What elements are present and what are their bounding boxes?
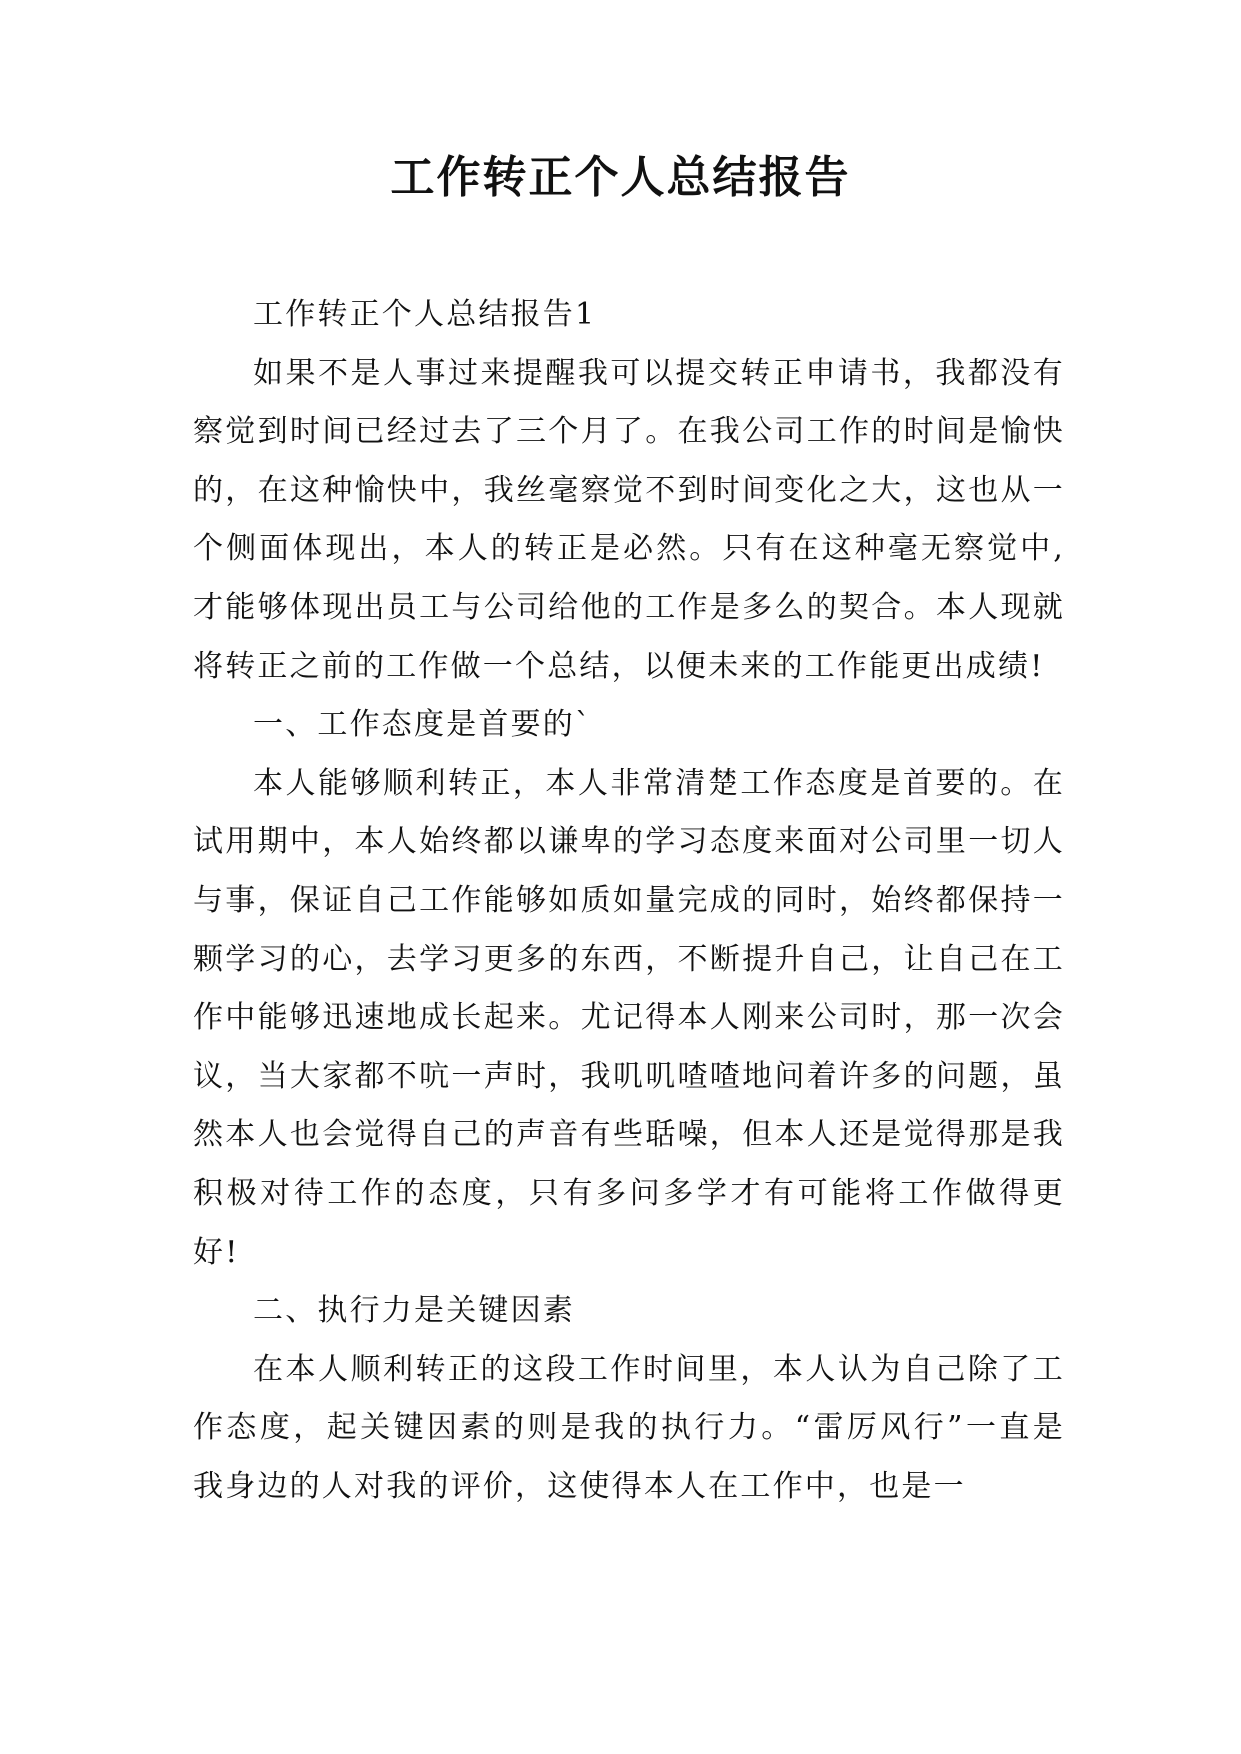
section-heading-execution: 二、执行力是关键因素 bbox=[253, 1293, 575, 1329]
section-heading-attitude: 一、工作态度是首要的` bbox=[253, 707, 593, 743]
paragraph-attitude: 本人能够顺利转正，本人非常清楚工作态度是首要的。在试用期中，本人始终都以谦卑的学习态度来面对公司里一切人与事，保证自己工作能够如质如量完成的同时，始终都保持一颗学习的心，去学习更多的东西，不断提升自己，让自己在工作中能够迅速地成长起来。尤记得本人刚来公司时，那一次会议，当大家都不吭一声时，我叽叽喳喳地问着许多的问题，虽然本人也会觉得自己的声音有些聒噪，但本人还是觉得那是我积极对待工作的态度，只有多问多学才有可能将工作做得更好! bbox=[193, 765, 1065, 1270]
document-title: 工作转正个人总结报告 bbox=[390, 152, 851, 203]
paragraph-subtitle: 工作转正个人总结报告1 bbox=[253, 297, 597, 332]
paragraph-execution: 在本人顺利转正的这段工作时间里，本人认为自己除了工作态度，起关键因素的则是我的执行力。“雷厉风行”一直是我身边的人对我的评价，这使得本人在工作中，也是一 bbox=[193, 1351, 1065, 1504]
paragraph-intro: 如果不是人事过来提醒我可以提交转正申请书，我都没有察觉到时间已经过去了三个月了。在我公司工作的时间是愉快的，在这种愉快中，我丝毫察觉不到时间变化之大，这也从一个侧面体现出，本人的转正是必然。只有在这种毫无察觉中,才能够体现出员工与公司给他的工作是多么的契合。本人现就将转正之前的工作做一个总结，以便未来的工作能更出成绩! bbox=[193, 355, 1065, 684]
document-body bbox=[193, 286, 1065, 1516]
